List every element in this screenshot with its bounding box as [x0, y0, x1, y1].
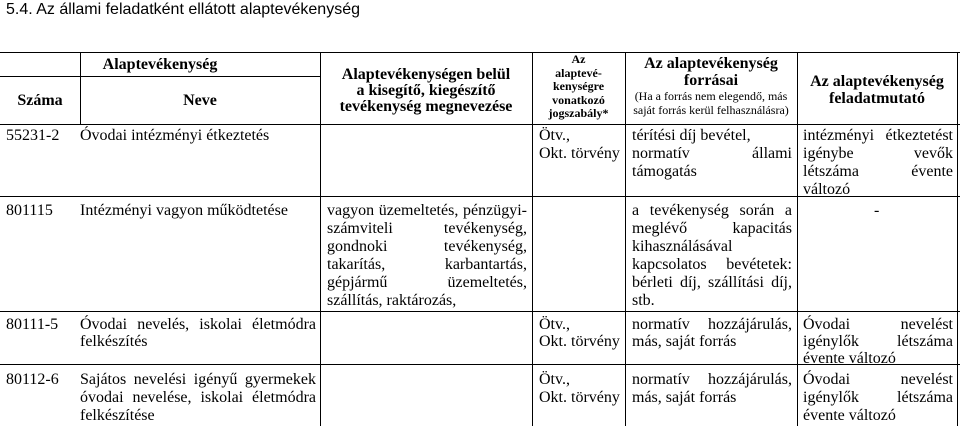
- row1-mutato-line1: intézményi étkeztetést: [803, 127, 953, 144]
- header-jog-line: kenységre: [552, 79, 605, 94]
- row2-mutato: -: [874, 202, 880, 219]
- row2-bottom-border: [0, 311, 960, 312]
- row1-mutato-line3: létszáma évente: [803, 163, 953, 180]
- row4-forras-line1: normatív hozzájárulás,: [632, 371, 792, 388]
- table-right-border: [957, 52, 958, 426]
- row2-kiseg-line6: szállítás, raktározás,: [327, 292, 457, 309]
- header-bottom-border: [0, 124, 960, 125]
- header-kiseg: [320, 67, 532, 115]
- row1-mutato-line4: változó: [803, 181, 851, 198]
- row2-forras-line3: kihasználásával: [632, 238, 733, 255]
- row4-mutato-line1: Óvodai nevelést: [803, 371, 953, 388]
- row4-nev-line1: Sajátos nevelési igényű gyermekek: [80, 371, 316, 388]
- header-feladatmutato-line: feladatmutató: [829, 90, 925, 107]
- header-forrasai-note-line: (Ha a forrás nem elegendő, más: [634, 89, 788, 103]
- header-feladatmutato-line: Az alaptevékenység: [810, 73, 944, 90]
- row2-kiseg-line1: vagyon üzemeltetés, pénzügyi-: [327, 202, 527, 219]
- header-jog-line: alaptevé-: [555, 65, 602, 80]
- row1-forras-line3: támogatás: [632, 163, 697, 180]
- row2-kiseg-line5: gépjármű üzemeltetés,: [327, 274, 527, 291]
- page-title: 5.4. Az állami feladatként ellátott alaptevékenység: [6, 1, 360, 18]
- row2-forras-line5: bérleti díj, szállítási díj,: [632, 274, 792, 291]
- header-kiseg-line: tevékenység megnevezése: [339, 98, 513, 115]
- row4-nev-line3: felkészítése: [80, 407, 155, 424]
- row2-kiseg-line2: számviteli tevékenység,: [327, 220, 527, 237]
- row3-szam: 80111-5: [6, 316, 59, 333]
- header-forrasai-note: [625, 89, 797, 117]
- row1-jog-line1: Ötv.,: [539, 127, 570, 144]
- row3-forras-line2: más, saját forrás: [632, 333, 737, 350]
- row4-mutato-line2: igénylők létszáma: [803, 389, 953, 406]
- row1-jog-line2: Okt. törvény: [539, 145, 620, 162]
- header-alaptevekenyseg: Alaptevékenység: [102, 56, 218, 73]
- header-forrasai: [625, 55, 797, 89]
- row4-szam: 80112-6: [6, 371, 59, 388]
- row4-mutato-line3: évente változó: [803, 407, 896, 424]
- row1-mutato-line2: igénybe vevők: [803, 145, 953, 162]
- row2-nev: Intézményi vagyon működtetése: [80, 202, 288, 219]
- header-jogszabaly: [532, 53, 625, 121]
- row2-kiseg-line4: takarítás, karbantartás,: [327, 256, 527, 273]
- row2-forras-line6: stb.: [632, 292, 655, 309]
- row1-nev: Óvodai intézményi étkeztetés: [80, 127, 270, 144]
- row2-szam: 801115: [6, 202, 53, 219]
- row4-jog-line1: Ötv.,: [539, 371, 570, 388]
- col-divider-forras-mutato: [797, 52, 798, 426]
- table-top-border: [0, 52, 960, 53]
- row3-mutato-line2: igénylők létszáma: [803, 333, 953, 350]
- row1-forras-line1: térítési díj bevétel,: [632, 127, 751, 144]
- row3-jog-line2: Okt. törvény: [539, 333, 620, 350]
- row3-mutato-line1: Óvodai nevelést: [803, 316, 953, 333]
- row3-forras-line1: normatív hozzájárulás,: [632, 316, 792, 333]
- row3-jog-line1: Ötv.,: [539, 316, 570, 333]
- row3-nev-line1: Óvodai nevelés, iskolai életmódra: [80, 316, 316, 333]
- row4-nev-line2: óvodai nevelése, iskolai életmódra: [80, 389, 316, 406]
- row3-mutato-line3: évente változó: [803, 350, 896, 367]
- row4-forras-line2: más, saját forrás: [632, 389, 737, 406]
- header-neve: Neve: [183, 92, 217, 109]
- header-forrasai-line: forrásai: [683, 72, 739, 89]
- header-kiseg-line: a kisegítő, kiegészítő: [356, 82, 496, 99]
- row1-szam: 55231-2: [6, 127, 60, 144]
- row2-forras-line1: a tevékenység során a: [632, 202, 792, 219]
- row2-forras-line4: kapcsolatos bevétetek:: [632, 256, 792, 273]
- header-jog-line: vonatkozó: [552, 92, 605, 107]
- header-kiseg-line: Alaptevékenységen belül: [341, 66, 511, 83]
- row4-jog-line2: Okt. törvény: [539, 389, 620, 406]
- header-jog-line: jogszabály*: [548, 106, 609, 121]
- header-sub-border: [0, 76, 320, 77]
- header-feladatmutato: [797, 73, 957, 107]
- header-forrasai-line: Az alaptevékenység: [644, 55, 778, 72]
- header-jog-line: Az: [571, 52, 586, 66]
- header-szama: Száma: [17, 92, 63, 109]
- row2-forras-line2: meglévő kapacitás: [632, 220, 792, 237]
- row1-forras-line2: normatív állami: [632, 145, 792, 162]
- row2-kiseg-line3: gondnoki tevékenység,: [327, 238, 527, 255]
- row3-nev-line2: felkészítés: [80, 333, 148, 350]
- header-forrasai-note-line: saját forrás kerül felhasználásra): [633, 103, 789, 117]
